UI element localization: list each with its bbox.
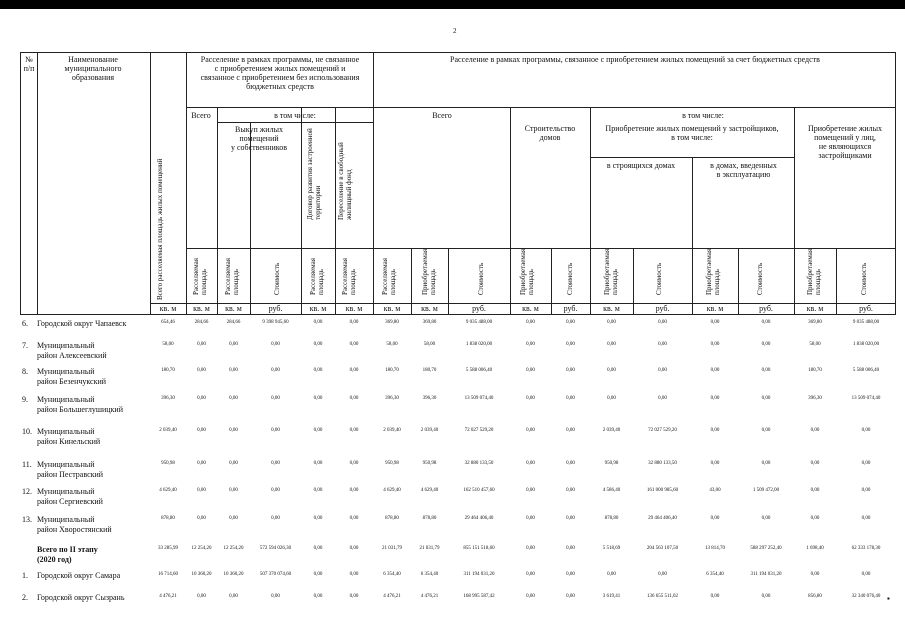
row-number: 2.: [22, 593, 28, 602]
header-no: № п/п: [23, 55, 35, 73]
row-value: 0,00: [349, 594, 359, 599]
row-value: 0,00: [761, 428, 771, 433]
row-number: 7.: [22, 341, 28, 350]
row-value: 0,00: [607, 396, 616, 401]
row-value: 0,00: [526, 572, 535, 577]
row-value: 0,00: [526, 428, 535, 433]
row-value: 21 031,79: [382, 546, 402, 551]
row-value: 1 838 020,00: [465, 342, 493, 347]
unit-label: кв. м: [522, 304, 539, 313]
row-value: 136 655 511,02: [646, 594, 679, 599]
row-value: 0,00: [658, 368, 667, 373]
row-value: 855 151 518,60: [463, 546, 495, 551]
unit-label: руб.: [655, 304, 670, 313]
row-value: 0,00: [229, 488, 238, 493]
row-value: 0,00: [197, 516, 206, 521]
sub-rass-4: Расселяемая площадь: [341, 258, 357, 295]
row-value: 58,00: [386, 342, 398, 347]
row-value: 4 629,40: [420, 488, 439, 493]
row-value: 5 588 006,40: [852, 368, 880, 373]
row-value: 2 039,40: [383, 428, 401, 433]
row-name: Муниципальный район Большеглушицкий: [37, 395, 123, 414]
row-value: 0,00: [313, 428, 323, 433]
row-value: 0,00: [761, 396, 771, 401]
row-value: 0,00: [566, 488, 575, 493]
row-value: 0,00: [810, 461, 820, 466]
row-value: 6 354,40: [706, 572, 724, 577]
unit-label: кв. м: [159, 304, 177, 313]
unit-label: руб.: [859, 304, 873, 313]
row-value: 0,00: [761, 342, 771, 347]
header-vtom-1: в том числе:: [274, 111, 316, 120]
row-value: 0,00: [229, 594, 238, 599]
row-value: 396,30: [422, 396, 437, 401]
unit-label: кв. м: [603, 304, 620, 313]
row-value: 0,00: [810, 572, 820, 577]
row-value: 0,00: [313, 461, 323, 466]
row-value: 72 027 529,20: [464, 428, 494, 433]
row-value: 0,00: [658, 396, 667, 401]
row-value: 0,00: [526, 342, 535, 347]
row-value: 180,70: [808, 368, 822, 373]
row-number: 13.: [22, 515, 32, 524]
row-value: 161 000 985,60: [646, 488, 679, 493]
row-value: 950,98: [385, 461, 399, 466]
row-value: 168 995 587,42: [463, 594, 495, 599]
row-number: 12.: [22, 487, 32, 496]
sub-priobr-2: Приобретаемая площадь: [519, 248, 535, 295]
row-value: 0,00: [861, 428, 871, 433]
row-value: 0,00: [271, 516, 280, 521]
row-value: 0,00: [710, 461, 720, 466]
row-value: 72 027 529,20: [648, 428, 677, 433]
row-value: 0,00: [810, 516, 820, 521]
row-name: Муниципальный район Безенчукский: [37, 367, 107, 386]
header-total-area: Всего расселяемая площадь жилых помещений: [156, 158, 164, 300]
row-value: 43,00: [709, 488, 721, 493]
row-value: 311 194 031,20: [463, 572, 495, 577]
row-name: Городской округ Самара: [37, 571, 121, 580]
header-vykup: Выкуп жилых помещений у собственников: [230, 125, 288, 152]
row-value: 58,00: [809, 342, 821, 347]
row-value: 0,00: [229, 368, 238, 373]
row-value: 0,00: [607, 368, 616, 373]
sub-rass-1: Расселяемая площадь: [192, 258, 208, 295]
row-value: 3 619,41: [602, 594, 621, 599]
row-value: 0,00: [607, 572, 616, 577]
row-value: 0,00: [229, 461, 238, 466]
row-value: 878,80: [604, 516, 619, 521]
row-value: 0,00: [197, 342, 206, 347]
row-value: 0,00: [710, 320, 720, 325]
header-pereselenie: Переселение в свободный жилищный фонд: [337, 142, 353, 220]
row-value: 507 370 074,60: [259, 572, 292, 577]
row-value: 0,00: [229, 342, 238, 347]
row-value: 588 297 252,40: [750, 546, 782, 551]
row-value: 284,66: [226, 320, 241, 325]
row-value: 32 880 133,50: [648, 461, 677, 466]
row-value: 9 035 488,00: [852, 320, 880, 325]
row-value: 0,00: [349, 320, 359, 325]
row-value: 0,00: [271, 428, 280, 433]
row-value: 58,00: [162, 342, 174, 347]
sub-priobr-1: Приобретаемая площадь: [421, 248, 437, 295]
row-value: 9 035 488,00: [465, 320, 493, 325]
row-value: 0,00: [313, 396, 323, 401]
header-dogovor: Договор развития застроенной территории: [306, 128, 322, 220]
table-header: [20, 52, 896, 315]
row-value: 0,00: [271, 594, 280, 599]
row-number: 10.: [22, 427, 32, 436]
header-v-domah: в домах, введенных в эксплуатацию: [710, 161, 777, 179]
row-value: 0,00: [810, 488, 820, 493]
row-value: 13 509 074,40: [464, 396, 494, 401]
row-name: Муниципальный район Сергиевский: [37, 487, 103, 506]
row-value: 62 333 178,30: [851, 546, 881, 551]
row-value: 2 039,40: [602, 428, 621, 433]
row-name: Муниципальный район Алексеевский: [37, 341, 107, 360]
row-value: 572 594 026,30: [259, 546, 292, 551]
row-value: 0,00: [526, 546, 535, 551]
row-value: 0,00: [313, 572, 323, 577]
row-value: 32 340 076,40: [851, 594, 881, 599]
sub-stoim-1: Стоимость: [273, 262, 281, 295]
row-value: 0,00: [197, 396, 206, 401]
row-number: 9.: [22, 395, 28, 404]
row-value: 878,80: [161, 516, 175, 521]
row-value: 32 880 133,50: [464, 461, 494, 466]
row-value: 0,00: [658, 572, 667, 577]
row-value: 0,00: [313, 516, 323, 521]
row-value: 0,00: [810, 428, 820, 433]
row-value: 0,00: [313, 320, 323, 325]
row-name: Городской округ Чапаевск: [37, 319, 127, 328]
row-value: 369,80: [808, 320, 822, 325]
row-name: Всего по II этапу (2020 год): [37, 545, 98, 564]
row-value: 1 698,40: [806, 546, 824, 551]
header-vtom-2: в том числе:: [682, 111, 724, 120]
unit-label: кв. м: [193, 304, 210, 313]
sub-priobr-4: Приобретаемая площадь: [705, 248, 721, 295]
row-value: 204 563 107,50: [646, 546, 679, 551]
header-stroitelstvo: Строительство домов: [524, 124, 576, 142]
row-name: Муниципальный район Хворостянский: [37, 515, 112, 534]
row-value: 0,00: [761, 516, 771, 521]
row-value: 0,00: [566, 546, 575, 551]
row-value: 0,00: [566, 428, 575, 433]
row-value: 0,00: [349, 516, 359, 521]
row-value: 33 285,99: [158, 546, 178, 551]
row-value: 0,00: [861, 516, 871, 521]
row-value: 12 254,20: [223, 546, 244, 551]
row-value: 0,00: [710, 428, 720, 433]
row-value: 311 194 031,20: [750, 572, 782, 577]
row-value: 0,00: [566, 516, 575, 521]
row-value: 4 476,21: [420, 594, 439, 599]
unit-label: руб.: [472, 304, 486, 313]
page-number: 2: [453, 27, 457, 35]
row-name: Городской округ Сызрань: [37, 593, 125, 602]
row-value: 0,00: [861, 488, 871, 493]
row-number: 6.: [22, 319, 28, 328]
row-value: 0,00: [349, 428, 359, 433]
row-value: 0,00: [761, 461, 771, 466]
row-value: 0,00: [526, 368, 535, 373]
row-number: 11.: [22, 460, 32, 469]
row-value: 396,30: [161, 396, 175, 401]
row-value: 0,00: [526, 461, 535, 466]
sub-stoim-4: Стоимость: [655, 262, 663, 295]
row-value: 6 354,40: [420, 572, 439, 577]
row-value: 0,00: [526, 320, 535, 325]
row-value: 0,00: [658, 342, 667, 347]
row-value: 0,00: [761, 368, 771, 373]
row-value: 4 476,21: [383, 594, 401, 599]
row-value: 0,00: [526, 594, 535, 599]
row-value: 9 398 945,60: [262, 320, 289, 325]
row-value: 856,80: [808, 594, 822, 599]
row-value: 0,00: [710, 368, 720, 373]
row-value: 0,00: [566, 594, 575, 599]
row-value: 0,00: [271, 461, 280, 466]
row-value: 950,98: [422, 461, 437, 466]
row-value: 0,00: [271, 342, 280, 347]
row-value: 0,00: [349, 342, 359, 347]
row-value: 180,70: [161, 368, 175, 373]
row-value: 0,00: [710, 516, 720, 521]
row-value: 0,00: [229, 396, 238, 401]
row-value: 0,00: [197, 461, 206, 466]
row-value: 396,30: [385, 396, 399, 401]
row-value: 0,00: [197, 428, 206, 433]
row-value: 0,00: [349, 572, 359, 577]
row-value: 950,98: [604, 461, 619, 466]
row-name: Муниципальный район Пестравский: [37, 460, 104, 479]
row-value: 0,00: [349, 461, 359, 466]
row-value: 1 838 020,00: [852, 342, 880, 347]
row-value: 16 714,60: [158, 572, 178, 577]
header-priobr-lic: Приобретение жилых помещений у лиц, не являющихся застройщиками: [807, 124, 882, 160]
row-value: 180,70: [422, 368, 437, 373]
sub-stoim-5: Стоимость: [756, 262, 764, 295]
sub-priobr-3: Приобретаемая площадь: [603, 248, 619, 295]
row-value: 13 814,70: [705, 546, 725, 551]
row-value: 0,00: [349, 488, 359, 493]
row-number: 8.: [22, 367, 28, 376]
row-value: 180,70: [385, 368, 399, 373]
row-value: 10 360,20: [223, 572, 244, 577]
sub-stoim-3: Стоимость: [566, 262, 574, 295]
row-value: 29 464 406,40: [648, 516, 677, 521]
row-value: 4 476,21: [159, 594, 177, 599]
row-value: 12 254,20: [191, 546, 212, 551]
header-group2: Расселение в рамках программы, связанное с приобретением жилых помещений за счет бюджетных средств: [450, 55, 820, 64]
row-value: 0,00: [313, 488, 323, 493]
row-value: 0,00: [229, 428, 238, 433]
unit-label: кв. м: [706, 304, 724, 313]
row-value: 0,00: [526, 488, 535, 493]
row-value: 0,00: [761, 594, 771, 599]
row-value: 4 586,40: [602, 488, 621, 493]
row-value: 10 360,20: [191, 572, 212, 577]
row-value: 4 629,40: [383, 488, 401, 493]
row-value: 0,00: [566, 342, 575, 347]
row-value: 0,00: [197, 594, 206, 599]
row-value: 0,00: [271, 488, 280, 493]
row-value: 0,00: [566, 572, 575, 577]
row-value: 0,00: [313, 342, 323, 347]
row-value: 396,30: [808, 396, 822, 401]
row-value: 5 518,69: [602, 546, 621, 551]
row-value: 0,00: [229, 516, 238, 521]
header-priobr-zastr: Приобретение жилых помещений у застройщиков, в том числе:: [605, 124, 779, 142]
unit-label: руб.: [759, 304, 773, 313]
row-value: 654,46: [161, 320, 175, 325]
row-value: 0,00: [607, 320, 616, 325]
row-value: 2 039,40: [159, 428, 177, 433]
unit-label: кв. м: [225, 304, 242, 313]
row-value: 0,00: [607, 342, 616, 347]
row-value: 0,00: [566, 461, 575, 466]
sub-stoim-2: Стоимость: [477, 262, 485, 295]
row-value: 0,00: [271, 368, 280, 373]
row-value: 2 039,40: [420, 428, 439, 433]
row-number: 1.: [22, 571, 28, 580]
row-value: 0,00: [710, 342, 720, 347]
row-value: 0,00: [526, 396, 535, 401]
row-value: 0,00: [271, 396, 280, 401]
unit-label: кв. м: [806, 304, 824, 313]
row-value: 0,00: [313, 546, 323, 551]
row-value: 0,00: [349, 546, 359, 551]
scan-top-border: [0, 0, 905, 9]
row-value: 0,00: [313, 368, 323, 373]
unit-label: кв. м: [383, 304, 401, 313]
row-value: 0,00: [710, 594, 720, 599]
header-group1: Расселение в рамках программы, не связанное с приобретением жилых помещений и связанное с приобретением без использования бюджетных средств: [200, 55, 360, 91]
row-value: 284,66: [194, 320, 209, 325]
row-value: 0,00: [566, 368, 575, 373]
row-name: Муниципальный район Кинельский: [37, 427, 101, 446]
row-value: 162 510 457,60: [463, 488, 495, 493]
row-value: 0,00: [861, 461, 871, 466]
row-value: 29 464 406,40: [464, 516, 494, 521]
row-value: 0,00: [566, 396, 575, 401]
row-value: 878,80: [385, 516, 399, 521]
row-value: 0,00: [197, 368, 206, 373]
unit-label: кв. м: [345, 304, 363, 313]
sub-stoim-6: Стоимость: [860, 262, 868, 295]
row-value: 369,80: [385, 320, 399, 325]
row-value: 0,00: [566, 320, 575, 325]
unit-label: руб.: [268, 304, 283, 313]
row-value: 0,00: [526, 516, 535, 521]
row-value: 1 509 472,00: [752, 488, 780, 493]
row-value: 0,00: [197, 488, 206, 493]
header-v-stroyash: в строящихся домах: [606, 161, 676, 170]
row-value: 0,00: [658, 320, 667, 325]
row-value: 21 031,79: [419, 546, 440, 551]
row-value: 369,80: [422, 320, 437, 325]
sub-priobr-5: Приобретаемая площадь: [806, 248, 822, 295]
unit-label: кв. м: [309, 304, 327, 313]
sub-rass-3: Расселяемая площадь: [309, 258, 325, 295]
row-value: 4 629,40: [159, 488, 177, 493]
sub-rass-2: Расселяемая площадь: [224, 258, 240, 295]
unit-label: кв. м: [421, 304, 438, 313]
row-value: 878,80: [422, 516, 437, 521]
scan-mark: ▪: [887, 594, 890, 603]
row-value: 0,00: [349, 396, 359, 401]
sub-rass-5: Расселяемая площадь: [381, 258, 397, 295]
row-value: 58,00: [423, 342, 436, 347]
row-value: 0,00: [313, 594, 323, 599]
row-value: 6 354,40: [383, 572, 401, 577]
header-vsego-2: Всего: [432, 111, 452, 120]
header-vsego-1: Всего: [191, 111, 211, 120]
row-value: 0,00: [710, 396, 720, 401]
row-value: 0,00: [761, 320, 771, 325]
row-value: 0,00: [349, 368, 359, 373]
row-value: 13 509 074,40: [851, 396, 881, 401]
row-value: 0,00: [861, 572, 871, 577]
unit-label: руб.: [563, 304, 578, 313]
header-name: Наименование муниципального образования: [64, 55, 122, 82]
row-value: 950,98: [161, 461, 175, 466]
row-value: 5 588 006,40: [465, 368, 493, 373]
